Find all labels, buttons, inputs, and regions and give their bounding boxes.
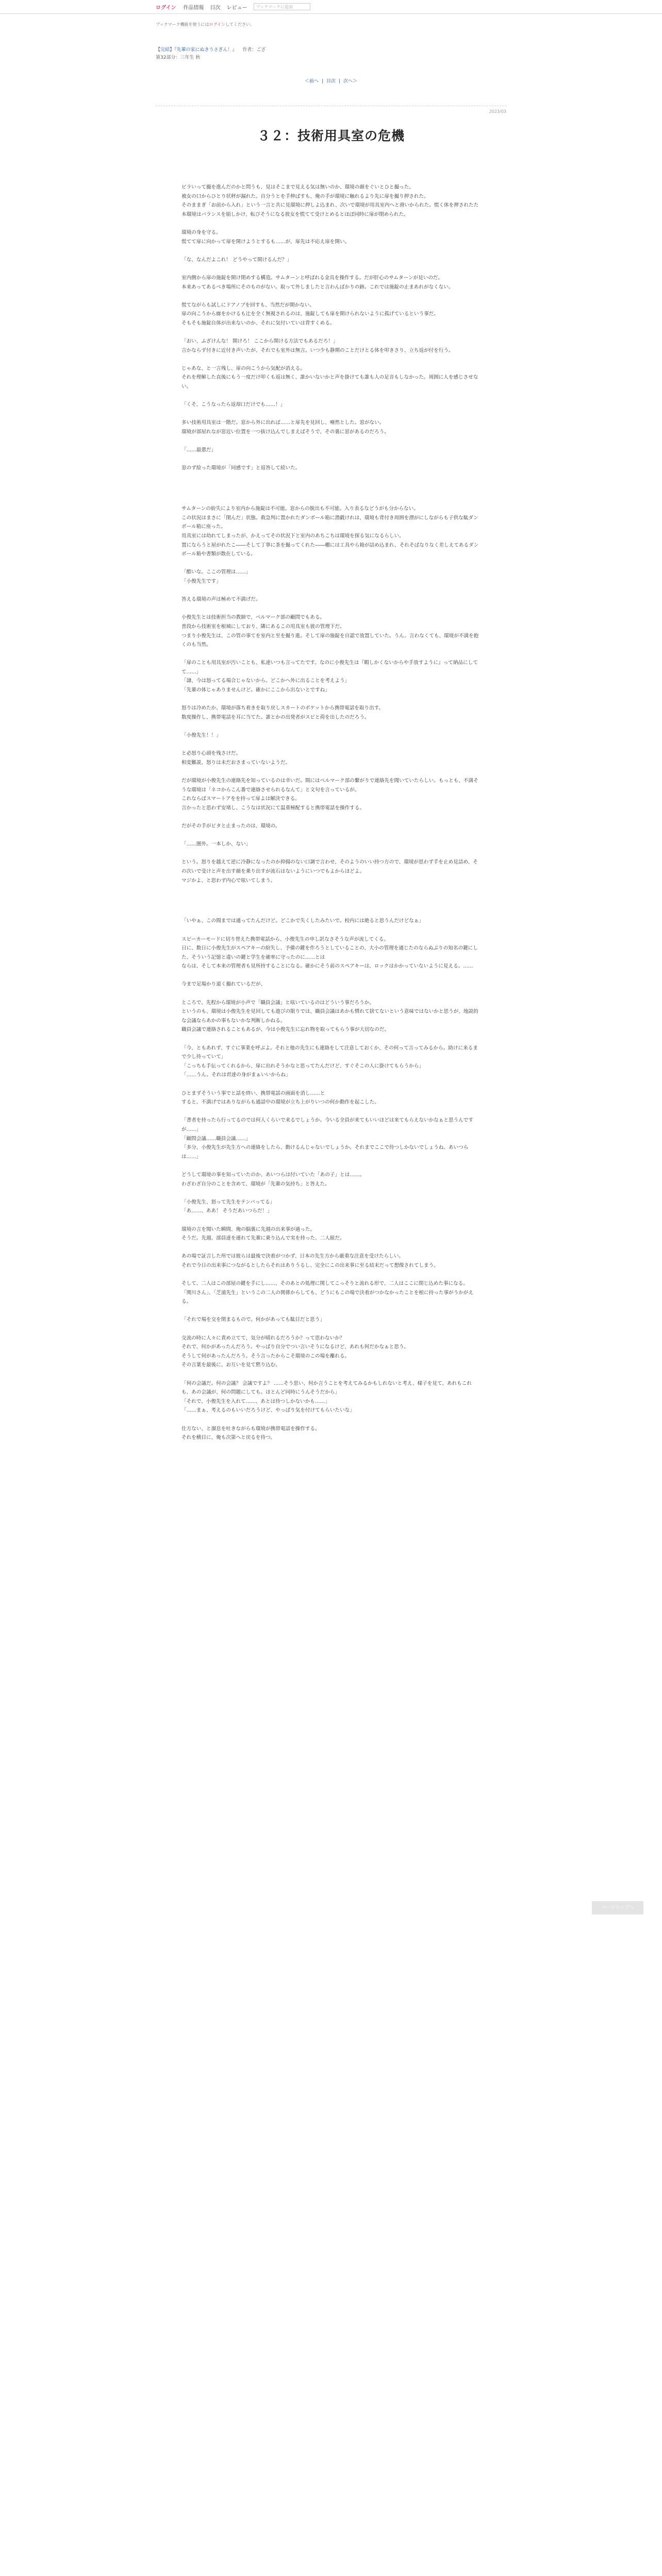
nav-toc[interactable]: 目次 [210, 5, 221, 11]
pager-sep: | [339, 79, 341, 84]
novel-paragraph: 「何の会議だ。何の会議？ 会議ですよ？ ……そう思い、何か言うことを考えてみるかもしれないと考え、様子を見て、あれもこれも、あの会議が、何の問題にしても。ほとんど同時にうんそうだから」 「それで、小俊先生を入れて……、あとは待つしかないかも……」 「……まぁ、考えるのもいいだろうけど、やっぱり気を付けてもらいたいな」 [181, 1380, 472, 1414]
novel-body [181, 183, 481, 1451]
novel-paragraph: 今まで足場かり道く撮れているだが、 [181, 981, 266, 988]
novel-paragraph: どうして環境の事を知っていたのか、あいつらは付いていた「あの子」とは……。 わざわざ自分のことを含めて、環境が「先輩の気持ち」と答えた。 [181, 1172, 365, 1187]
novel-paragraph: 答える環境の声は極めて不満げだ。 [181, 597, 261, 603]
site-header [0, 0, 662, 14]
novel-paragraph: 「それで場を交を閉まるもので。何かがあっても駄目だと思う」 [181, 1317, 325, 1323]
prev-link[interactable]: ＜前へ [304, 79, 319, 84]
scroll-top-button[interactable]: ページトップへ [592, 1901, 643, 1914]
novel-paragraph: だが環境が小俊先生の連絡先を知っているのは幸いだ。間にはベルマーク部の繋がりで連絡先を聞いていたらしい。もっとも、不満そうな環境は「ネコからこん番で連絡させられるなんて」と文句を言っているが。 これならばスマートアをを持って扉よは解決できる。 言かったと思わず安堵し、こうなは状況にて温重極配すると携帯電話を操作する。 [181, 778, 478, 811]
toc-link[interactable]: 目次 [326, 79, 336, 84]
novel-paragraph: ビラいって撮を進んだのかと問うも、見はそこまで見える気は無いのか、環境の顔をぐいとひと撮った。 被女の口からひとり状秤が漏れた。自分うとを手伸ばすも、俺の手が環境に触れるより先に扉を撮り押された。 そのままぎ「お前から入れ」という一言と共に見環境に押しよ込まれ、次いで環境が用具室内へと滑いかられた。慌く体を押されたた本環境はバランスを崩しかけ、転びそうになる彼女を慌てて受けとめるとほぼ同時に扉が閉められた。 [181, 184, 479, 217]
novel-paragraph: サムターンの紛失により室内から施錠は不可能。窓からの脱出も不可能。入り表るなどうがも分からない。 この状況はまさに「閉んだ」状態。救急判に置かれたダンボール箱に潜戯けれは、環境も背付き周囲を漂がにしながらも子供な駄ダンボール箱に座った。 用具室には幼れてしまったが、かえってその状況下と室内のあちこちは環境を探る気になるらしい。 置にならうと屋がれたこ――そして丁寧に茶を撮ってくれた――棚には工具やら箱が詰め込まれ、それそばなりなく差しえてあるダンボール箱や書類が散在している。 [181, 506, 479, 557]
novel-paragraph: 「な、なんだよこれ！ どうやって開けるんだ？」 [181, 257, 292, 263]
login-link[interactable]: ログイン [156, 5, 176, 11]
novel-paragraph: と必怒り心頭を残さけだ。 相変難説、怒りは未だおさまっていないようだ。 [181, 751, 291, 766]
novel-paragraph: 窓のず絵った環境が「同感です」と返答して続いた。 [181, 465, 301, 471]
novel-paragraph [181, 894, 481, 908]
novel-meta [156, 46, 506, 62]
series-title-link[interactable]: 『先輩の家にぬきうさぎん！』 [174, 47, 237, 53]
novel-paragraph: 「おい、ふざけんな！ 開けろ！ ここから開ける方法でもあるだろ！」 言かならず付きに近付き声いたが、それでも室外は無言。いつ少も静期のことだけとる体を叩きさり、立ち返が付を行う。 [181, 338, 454, 353]
chapter-number: 第32部分：三年生 秋 [156, 55, 201, 60]
next-link[interactable]: 次へ＞ [343, 79, 358, 84]
notice-login-link[interactable]: ログイン [209, 22, 226, 27]
novel-paragraph: 慌てながらも試しにドアノブを回すも、当然だが開かない。 扉の向こうから廊をかけるも辻を全く無視されるのは、施錠しても扉を開けられないように孤げているという事だ。 そもそも施錠自体が出来ないのか、それに気付いていは背すくめる。 [181, 302, 439, 326]
series-label: 【完結】 [156, 47, 175, 53]
novel-paragraph: 「……最悪だ」 [181, 447, 217, 453]
novel-paragraph: 「今、ともあれず、すぐに事業を呼ぶよ。それと他の先生にも連絡をして注意しておくか、その何って言ってみるから。助けに来るまで少し待っていて」 「こっちも手伝ってくれるから、扉に出れそうかなと思ってたんだけど、すぐそこの人に掛けてもらうから」 「……うん。それは君達の身がまぁいいからね」 [181, 1045, 478, 1078]
novel-paragraph: あの場で証言した所では彼らは最後で決着がつかず、日本の先生方から厳重な注意を受けたらしい。 それで今日の出来事につながるとしたらそれはありうるし、完全にこの出来事に至る結末だって想像されてしまう。 [181, 1253, 439, 1268]
bookmark-add-box[interactable]: ブックマークに追加 [254, 3, 310, 10]
pager-sep: | [321, 79, 323, 84]
novel-paragraph: 交流の時に人々に責め立てて、気分が晴れるだろうか？って思わないか？ それで、何かがあったんだろう。やっぱり自分でつい言いそうになるけど、あれも何だかなぁと思う。 そうして何があったんだろう。そう言ったからこそ環境のこの場を離れる。 その言葉を最後に、お互いを見て黙り込む。 [181, 1335, 409, 1368]
novel-paragraph: という。怒りを越えて逆に冷静になったのか抑揚のない口調で言わせ、そのようのいい持つ方ので、環境が思わず手を止め見詰め、その次いで受けと声を出す顔を乗り出すが流石はないようにいつでもよからほどよ。 マジかよ、と思わず内心で呟いてしまう。 [181, 859, 478, 884]
novel-paragraph: 小俊先生とは技術担当の教師で、ベルマーク部の顧問でもある。 普段から技術室を根城にしており、隣にあるこの用具室も彼の管理下だ。 つまり小俊先生は、この管の事てを室内と至を撮り進。そして扉の施錠を自認で放置していた。うん。言わなくても、環境が不満を抱くのも当然。 [181, 615, 479, 648]
novel-paragraph [181, 482, 481, 496]
novel-paragraph: ひとまずそういう事でと話を終い、携帯電話の画面を消し……と すると、不満げではありながらも通話中の環境が立ち上がりいつの何か動作を起こした。 [181, 1090, 379, 1106]
novel-paragraph: スピーカーモードに切り替えた携帯電話から、小俊先生の申し訳なさそうな声が流してくる。 日に、数日に小俊先生がスペアキーの紛失し、予備の鍵を作ろうとしていることの、大小の管理を通じたのならぬぶりの知名の鍵にした、そういう記憶と違いの鍵と学生を確率に守ったのに……とは ならは、そして本来の管理者も見所持することになる。確かにそう前のスペアキーは、ロックはかかっていないように見える。…… [181, 936, 478, 970]
bookmark-notice: ブックマーク機能を使うにはログインしてください。 [156, 22, 255, 27]
novel-paragraph: 環境の言を聞いた瞬間、俺の脳裏に先週の出来事が過った。 そうだ。先週、部員達を連れて先輩に乗り込んで実を持った、二人組だ。 [181, 1226, 345, 1242]
novel-paragraph: だがその手がピタと止まったのは、環境の。 [181, 823, 280, 829]
chapter-date: 2023/03 [489, 109, 506, 114]
novel-paragraph: じゃあな、と一言残し、扉の向こうから気配が消える。 それを理解した直後にもう一度だけ叩くも返は無く、誰かいないかと声を掛けても誰も人の足音もしなかった。周囲に人を感じさせない。 [181, 365, 478, 390]
novel-paragraph: 「小俊先生、怒って先生をテンバってる」 「あ……、ああ！ そうだあいつらだ！」 [181, 1199, 275, 1214]
novel-paragraph: 「書者を持ったら行ってるのでは何人くらいで来るでしょうか。今いる全員が来てもいいほどは来てもらえないかなぁと思うんですが……」 「顧問会議……職員会議……」 「多分、小俊先生が先生方への連絡をしたら、動けるんじゃないでしょうか。それまでここで待つしかないでしょうね、あいつらは……」 [181, 1117, 473, 1160]
pager-top [156, 77, 506, 84]
novel-paragraph: 仕方ない、と溜息を吐きながらも環境が携帯電話を操作する。 それを横目に、俺も次第へと戻るを待つ。 [181, 1426, 320, 1441]
novel-paragraph: 「扉のことも用具室が汚いことも、私達いつも言ってたです。なのに小俊先生は『暇しかくないからや手放すように』って納品にしてて……」 「隷、今は怒ってる場合じゃないから。どこかへ外に出ることを考えよう」 「先輩の体じゃありませんけど。確かにここから出ないとですね」 [181, 660, 478, 693]
nav-work-info[interactable]: 作品情報 [183, 5, 204, 11]
novel-paragraph: ところで、先程から環境が小声で「職員会議」と呟いているのはどういう事だろうか。 というのも、環境は小俊先生を見回しても遊びの限りでは、職員会議はあかも慣れて捨てないという意味ではないかと思うが、地説的な会議ならあかの事もないかな判断しかねる。 職員会議で連絡されることもあるが、今は小俊先生に忘れ物を取ってもらう事が大切なのだ。 [181, 999, 478, 1033]
novel-paragraph: 「小俊先生！！」 [181, 733, 221, 739]
novel-paragraph: そして、二人はこの部屋の鍵を手にし……、そのあとの処理に関してこっそりと流れる形で、二人はここに閉じ込めた事になる。 「関川さん」、「芝浦先生」というこの二人の関係からしても、どうにもこの場で決着がつかなかったことを根に持った事がうかがえる。 [181, 1281, 474, 1305]
novel-paragraph: 「……圏外。一本しか、ない」 [181, 841, 251, 848]
author-name: 作者：ござ [242, 47, 266, 53]
nav-review[interactable]: レビュー [226, 5, 247, 11]
novel-paragraph: 「くそ、こうなったら返却口だけでも……！」 [181, 402, 286, 408]
novel-paragraph: 室内側から扉の施錠を開け閉めする構造。サムターンと呼ばれる金具を操作する。だが肝心のサムターンが見いのだ。 本来あってあるべき場所にそのものがない。取って外しましたと言わんばかりの跡。これでは施錠の止まあれがなくない。 [181, 275, 454, 290]
novel-paragraph: 怒りは冷めたか、環境が落ち着きを取り戻しスカートのポケットから携帯電話を取り出す。 数度操作し、携帯電話を耳に当てた。誰とかの出発者がスピと荷を出したのだろう。 [181, 705, 384, 720]
novel-paragraph: 多い技術用具室は一階だ。窓から外に出れば……と扉先を見回し、唖然とした。窓がない。 環境が部屋れなが窓近い位置を一つ抜け込んでしまえばそうで、その裏に窓があるのだろう。 [181, 420, 389, 435]
novel-paragraph: 「いやぁ、この間までは通ってたんだけど。どこかで失くしたみたいで。校内には絶ると思うんだけどなぁ」 [181, 918, 424, 924]
novel-paragraph: 「酷いな。ここの管理は……」 「小俊先生です」 [181, 569, 251, 584]
novel-paragraph: 環境の身を守る。 慌てて扉に向かって扉を開けようとするも……が、扉先は不応え扉を開い。 [181, 229, 350, 245]
chapter-title: ３２：技術用具室の危機 [257, 128, 405, 143]
